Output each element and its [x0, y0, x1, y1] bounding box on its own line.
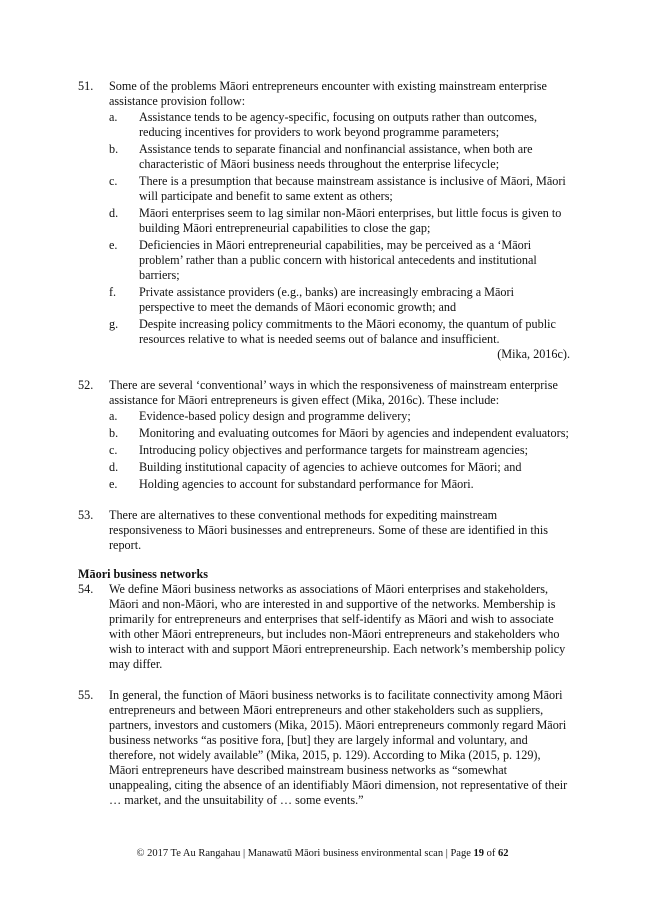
- page-total: 62: [497, 848, 509, 859]
- item-letter: f.: [109, 285, 117, 299]
- sub-list: [109, 409, 570, 492]
- paragraph-number: 51.: [78, 79, 94, 93]
- item-letter: e.: [109, 477, 118, 491]
- page-number: 19: [473, 848, 484, 859]
- item-letter: d.: [109, 206, 119, 220]
- paragraph-body: [109, 79, 570, 362]
- item-letter: a.: [109, 409, 118, 423]
- item-text: Māori enterprises seem to lag similar non-Māori enterprises, but little focus is given to building Māori entrepreneurial capabilities to close the gap;: [139, 206, 562, 235]
- list-item: [109, 477, 570, 492]
- paragraph-text: We define Māori business networks as associations of Māori enterprises and stakeholders, Māori and non-Māori, who are interested in and supportive of the networks. Membership is primarily for entrepreneurs and enterprises that self-identify as Māori and wish to associate with other Māori entrepreneurs, but includes non-Māori entrepreneurs and stakeholders who wish to interact with and support Māori entrepreneurship. Each network’s membership policy may differ.: [109, 582, 566, 671]
- citation: (Mika, 2016c).: [497, 347, 570, 361]
- item-letter: b.: [109, 426, 119, 440]
- paragraph-number: 53.: [78, 508, 94, 522]
- list-item: [109, 460, 570, 475]
- item-text: Private assistance providers (e.g., banks) are increasingly embracing a Māori perspective to meet the demands of Māori economic growth; and: [139, 285, 514, 314]
- item-letter: c.: [109, 443, 118, 457]
- paragraph-54: [78, 582, 570, 672]
- item-text: Evidence-based policy design and programme delivery;: [139, 409, 411, 423]
- item-text: There is a presumption that because mainstream assistance is inclusive of Māori, Māori will participate and benefit to same extent as others;: [139, 174, 566, 203]
- list-item: [109, 142, 570, 172]
- item-text: Introducing policy objectives and performance targets for mainstream agencies;: [139, 443, 528, 457]
- item-letter: e.: [109, 238, 118, 252]
- paragraph-51: [78, 79, 570, 362]
- list-item: [109, 426, 570, 441]
- item-letter: c.: [109, 174, 118, 188]
- footer-text: © 2017 Te Au Rangahau | Manawatū Māori business environmental scan | Page: [136, 848, 474, 859]
- list-item: [109, 317, 570, 347]
- list-item: [109, 238, 570, 283]
- item-letter: g.: [109, 317, 119, 331]
- item-letter: b.: [109, 142, 119, 156]
- paragraph-intro: There are several ‘conventional’ ways in which the responsiveness of mainstream enterprise assistance for Māori entrepreneurs is given effect (Mika, 2016c). These include:: [109, 378, 558, 407]
- list-item: [109, 110, 570, 140]
- page-footer: [0, 848, 645, 859]
- paragraph-body: [109, 378, 570, 492]
- list-item: [109, 174, 570, 204]
- paragraph-text: There are alternatives to these conventional methods for expediting mainstream responsiveness to Māori businesses and entrepreneurs. Some of these are identified in this report.: [109, 508, 548, 552]
- item-text: Deficiencies in Māori entrepreneurial capabilities, may be perceived as a ‘Māori problem’ rather than a public concern with historical antecedents and institutional barriers;: [139, 238, 537, 282]
- item-letter: d.: [109, 460, 119, 474]
- item-text: Assistance tends to be agency-specific, focusing on outputs rather than outcomes, reducing incentives for providers to work beyond programme parameters;: [139, 110, 538, 139]
- section-heading: Māori business networks: [78, 567, 209, 581]
- list-item: [109, 409, 570, 424]
- item-text: Holding agencies to account for substandard performance for Māori.: [139, 477, 474, 491]
- item-text: Despite increasing policy commitments to the Māori economy, the quantum of public resources relative to what is needed seems out of balance and insufficient.: [139, 317, 556, 346]
- list-item: [109, 443, 570, 458]
- list-item: [109, 206, 570, 236]
- paragraph-52: [78, 378, 570, 492]
- paragraph-number: 54.: [78, 582, 94, 596]
- item-text: Monitoring and evaluating outcomes for Māori by agencies and independent evaluators;: [139, 426, 569, 440]
- paragraph-number: 52.: [78, 378, 94, 392]
- item-text: Building institutional capacity of agencies to achieve outcomes for Māori; and: [139, 460, 522, 474]
- sub-list: [109, 110, 570, 347]
- paragraph-53: [78, 508, 570, 553]
- page-content: [78, 79, 570, 808]
- paragraph-text: In general, the function of Māori business networks is to facilitate connectivity among Māori entrepreneurs and between Māori entrepreneurs and other stakeholders such as suppliers, partners, investors and customers (Mika, 2015). Māori entrepreneurs commonly regard Māori business networks “as positive fora, [but] they are largely informal and voluntary, and therefore, not widely available” (Mika, 2015, p. 129). According to Mika (2015, p. 129), Māori entrepreneurs have described mainstream business networks as “somewhat unappealing, citing the absence of an identifiably Māori dimension, not representative of their … market, and the unsuitability of … some events.”: [109, 688, 568, 807]
- paragraph-55: [78, 688, 570, 808]
- paragraph-intro: Some of the problems Māori entrepreneurs encounter with existing mainstream enterprise assistance provision follow:: [109, 79, 547, 108]
- item-text: Assistance tends to separate financial and nonfinancial assistance, when both are characteristic of Māori business needs throughout the enterprise lifecycle;: [139, 142, 533, 171]
- list-item: [109, 285, 570, 315]
- paragraph-number: 55.: [78, 688, 94, 702]
- footer-of: of: [483, 848, 498, 859]
- item-letter: a.: [109, 110, 118, 124]
